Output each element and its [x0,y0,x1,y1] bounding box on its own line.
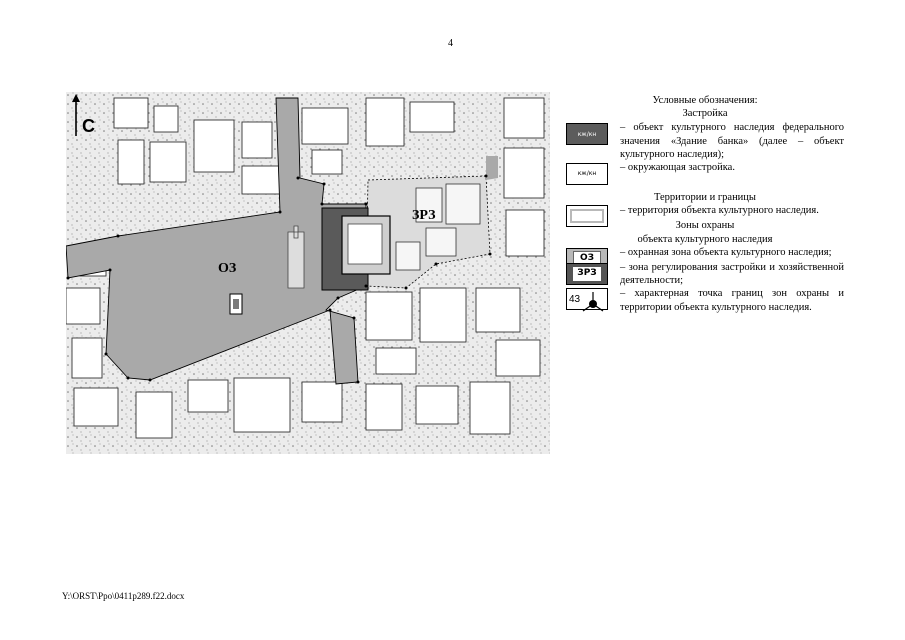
legend [566,94,844,314]
oz-label: ОЗ [218,261,237,276]
zrz-description: – зона регулирования застройки и хозяйственной деятельности; [620,262,844,287]
legend-item-heritage [566,121,844,161]
boundary-point-icon [567,289,607,314]
legend-section-buildings: Застройка [682,108,728,120]
legend-section-territories: Территории и границы [654,192,756,204]
legend-section-zones-2: объекта культурного наследия [637,233,773,245]
oz-zone-east [486,156,498,180]
heritage-swatch-text: кж/кн [577,130,597,138]
legend-item-point [566,287,844,313]
point-description: – характерная точка границ зон охраны и территории объекта культурного наследия. [620,288,844,313]
oz-description: – охранная зона объекта культурного наследия; [620,246,832,258]
square-church [288,226,304,288]
zrz-label: ЗРЗ [412,208,436,223]
legend-section-zones-1: Зоны охраны [675,220,735,232]
building-description: – окружающая застройка. [620,162,735,174]
territory-description: – территория объекта культурного наследия. [620,205,819,217]
point-swatch-number: 43 [569,294,581,306]
zone-map [66,92,550,454]
building-swatch-text: кж/кн [577,170,597,178]
heritage-swatch [566,123,608,145]
file-path-footer: Y:\ORST\Ppo\0411p289.f22.docx [62,591,185,601]
legend-item-territory [566,204,844,217]
building-swatch [566,163,608,185]
point-swatch [566,288,608,310]
territory-swatch [566,205,608,227]
zrz-swatch-text: ЗРЗ [573,267,600,280]
legend-title: Условные обозначения: [652,95,758,106]
north-label: С [82,116,95,136]
oz-swatch-text: ОЗ [573,251,601,266]
legend-item-building [566,161,844,187]
zrz-swatch [566,263,608,285]
legend-item-oz [566,246,844,264]
page-number: 4 [448,38,453,49]
legend-item-zrz [566,261,844,287]
heritage-description: – объект культурного наследия федерального значения «Здание банка» (далее – объект культурного наследия); [620,122,844,160]
map-drawing [66,92,550,454]
